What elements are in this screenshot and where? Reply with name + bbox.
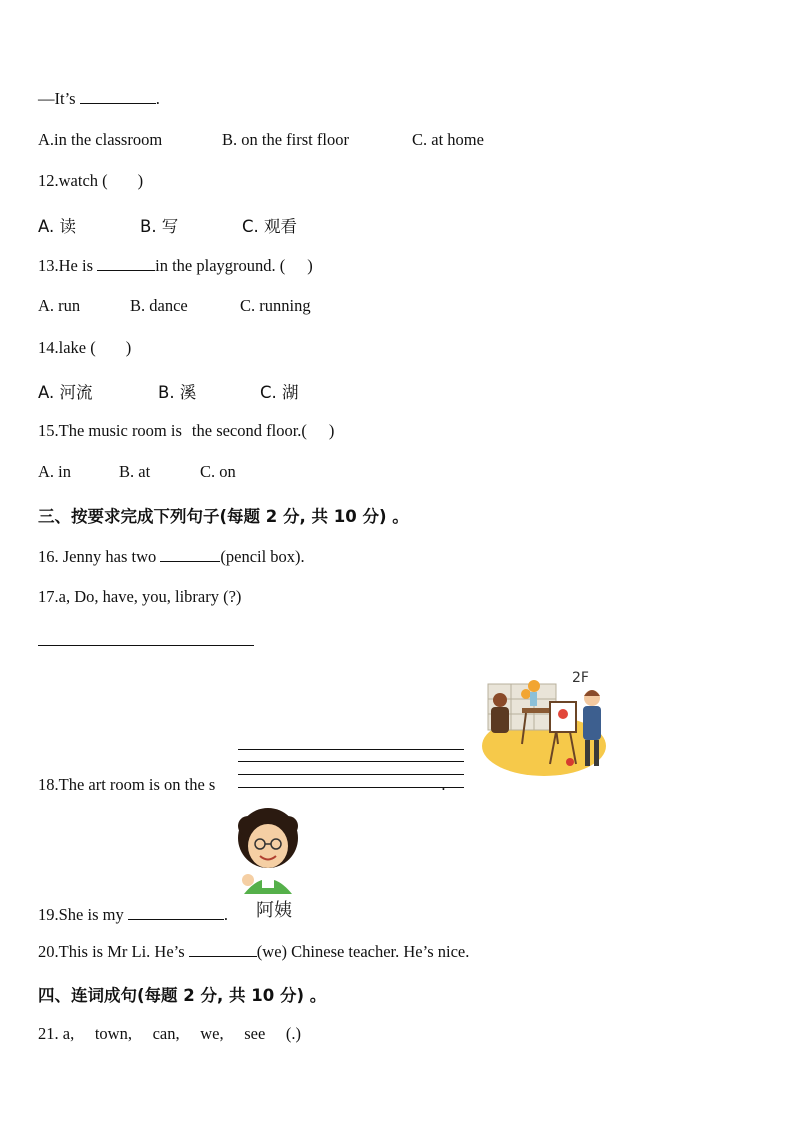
q18-writing-line-2[interactable]: [238, 761, 464, 762]
q14-prompt: 14.lake ( ): [38, 338, 132, 357]
section-3-heading: 三、按要求完成下列句子(每题 2 分, 共 10 分) 。: [38, 507, 409, 526]
q16-blank[interactable]: [160, 546, 220, 562]
aunt-label: 阿姨: [256, 900, 292, 921]
q19-prompt: 19.She is my .: [38, 905, 228, 924]
q12-option-c[interactable]: C. 观看: [242, 217, 298, 236]
q13-option-b[interactable]: B. dance: [130, 296, 188, 315]
q21-prompt: 21. a, town, can, we, see (.): [38, 1024, 302, 1043]
q14-option-c[interactable]: C. 湖: [260, 383, 299, 402]
q12-option-b[interactable]: B. 写: [140, 217, 179, 236]
q16-prompt: 16. Jenny has two (pencil box).: [38, 547, 305, 566]
aunt-illustration: [234, 806, 314, 922]
q20-prompt: 20.This is Mr Li. He’s (we) Chinese teacher. He’s nice.: [38, 942, 470, 961]
q11-option-b[interactable]: B. on the first floor: [222, 130, 349, 149]
q20-blank[interactable]: [189, 941, 257, 957]
q19-blank[interactable]: [128, 904, 224, 920]
q15-option-a[interactable]: A. in: [38, 462, 71, 481]
floor-label: 2F: [572, 670, 589, 686]
q15-option-b[interactable]: B. at: [119, 462, 151, 481]
q15-option-c[interactable]: C. on: [200, 462, 236, 481]
q11-prompt: —It’s .: [38, 89, 160, 108]
q17-answer-line[interactable]: [38, 645, 254, 646]
q12-prompt: 12.watch ( ): [38, 171, 144, 190]
q13-option-c[interactable]: C. running: [240, 296, 311, 315]
q11-option-a[interactable]: A.in the classroom: [38, 130, 163, 149]
section-4-heading: 四、连词成句(每题 2 分, 共 10 分) 。: [38, 986, 327, 1005]
q13-prompt: 13.He is in the playground. ( ): [38, 256, 313, 275]
art-room-illustration: [478, 666, 610, 786]
q11-option-c[interactable]: C. at home: [412, 130, 484, 149]
q12-option-a[interactable]: A. 读: [38, 217, 76, 236]
q18-writing-line-1[interactable]: [238, 749, 464, 750]
q15-prompt: 15.The music room is the second floor.( ): [38, 421, 335, 440]
q13-option-a[interactable]: A. run: [38, 296, 81, 315]
q17-prompt: 17.a, Do, have, you, library (?): [38, 587, 242, 606]
q13-blank[interactable]: [97, 255, 155, 271]
q14-option-b[interactable]: B. 溪: [158, 383, 197, 402]
q14-option-a[interactable]: A. 河流: [38, 383, 93, 402]
q11-blank[interactable]: [80, 88, 156, 104]
q18-prompt: 18.The art room is on the s .: [38, 775, 446, 794]
